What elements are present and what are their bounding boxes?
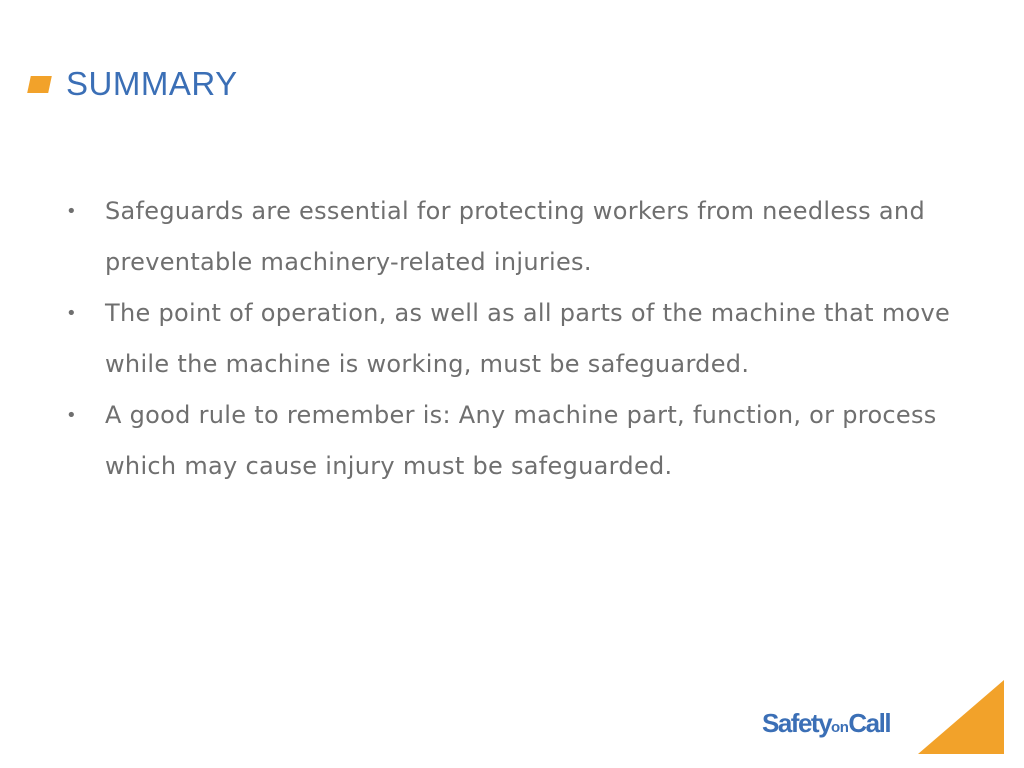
safety-on-call-logo (762, 706, 890, 745)
bullet-text: The point of operation, as well as all parts of the machine that move while the machine is working, must be safeguarded. (105, 299, 951, 378)
logo-text-safety: Safety (762, 708, 832, 738)
logo-text-on: on (831, 719, 849, 736)
bullet-item (66, 390, 996, 492)
bullet-item (66, 186, 996, 288)
bullet-list (66, 186, 996, 492)
slide-title: SUMMARY (66, 65, 238, 102)
bullet-text: A good rule to remember is: Any machine part, function, or process which may cause injury must be safeguarded. (105, 401, 937, 480)
bullet-icon: • (66, 201, 77, 222)
logo-text-call: Call (848, 708, 891, 738)
corner-triangle-icon (918, 680, 1004, 754)
title-marker-icon (27, 76, 52, 93)
bullet-icon: • (66, 405, 77, 426)
bullet-text: Safeguards are essential for protecting workers from needless and preventable machinery-related injuries. (105, 197, 925, 276)
bullet-item (66, 288, 996, 390)
bullet-icon: • (66, 303, 77, 324)
